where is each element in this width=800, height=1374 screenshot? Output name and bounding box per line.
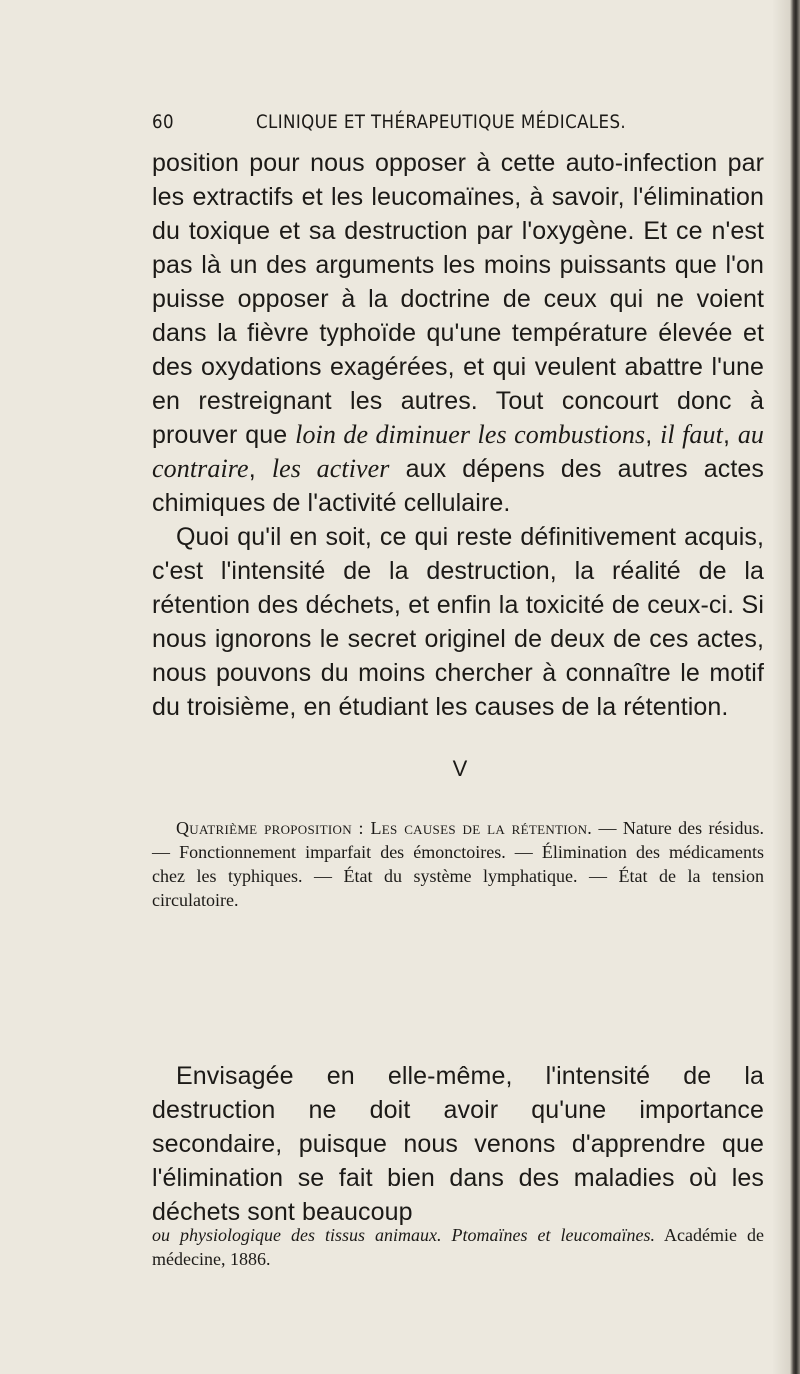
paragraph: Envisagée en elle-même, l'intensité de la destruction ne doit avoir qu'une importance secondaire, puisque nous venons d'apprendre que l'élimination se fait bien dans des maladies où les déchets sont beaucoup	[152, 1062, 764, 1226]
italic-phrase: les activer	[271, 454, 390, 483]
paragraph-text: position pour nous opposer à cette auto-infection par les extractifs et les leucomaïnes, à savoir, l'élimination du toxique et sa destruction par l'oxygène. Et ce n'est pas là un des arguments les moins puissants que l'on puisse opposer à la doctrine de ceux qui ne voient dans la fièvre typhoïde qu'une température élevée et des oxydations exagérées, et qui veulent abattre l'une en restreignant les autres. Tout concourt donc à prouver que	[152, 149, 764, 449]
page-gutter-shadow	[772, 0, 790, 1374]
footnote-text: Académie de médecine, 1886.	[152, 1225, 764, 1269]
punctuation: ,	[722, 421, 738, 449]
summary-text: — Nature des résidus. — Fonctionnement imparfait des émonctoires. — Élimination des médicaments chez les typhiques. — État du système lymphatique. — État de la tension circulatoire.	[152, 818, 764, 910]
running-head-title: CLINIQUE ET THÉRAPEUTIQUE MÉDICALES.	[256, 112, 627, 133]
body-text-lower	[152, 1059, 764, 1229]
italic-phrase: loin de diminuer les combustions	[295, 420, 646, 449]
section-summary	[152, 816, 764, 912]
paragraph: Quoi qu'il en soit, ce qui reste définitivement acquis, c'est l'intensité de la destruction, la réalité de la rétention des déchets, et enfin la toxicité de ceux-ci. Si nous ignorons le secret originel de deux de ces actes, nous pouvons du moins chercher à connaître le motif du troisième, en étudiant les causes de la rétention.	[152, 523, 764, 721]
running-head	[152, 112, 762, 142]
body-text-upper	[152, 146, 764, 724]
summary-heading: Quatrième proposition : Les causes de la rétention.	[176, 818, 593, 838]
footnote	[152, 1223, 764, 1271]
page-number: 60	[152, 112, 174, 133]
section-numeral: V	[452, 756, 468, 781]
italic-phrase: il faut	[660, 420, 723, 449]
footnote-italic: ou physiologique des tissus animaux. Ptomaïnes et leucomaïnes.	[152, 1225, 656, 1245]
paragraph-continued	[152, 146, 764, 520]
paragraph-text: aux dépens des autres actes chimiques de l'activité cellulaire.	[152, 455, 765, 517]
italic-phrase: au contraire	[152, 420, 765, 483]
punctuation: ,	[248, 455, 272, 483]
punctuation: ,	[645, 421, 661, 449]
page-edge	[790, 0, 800, 1374]
